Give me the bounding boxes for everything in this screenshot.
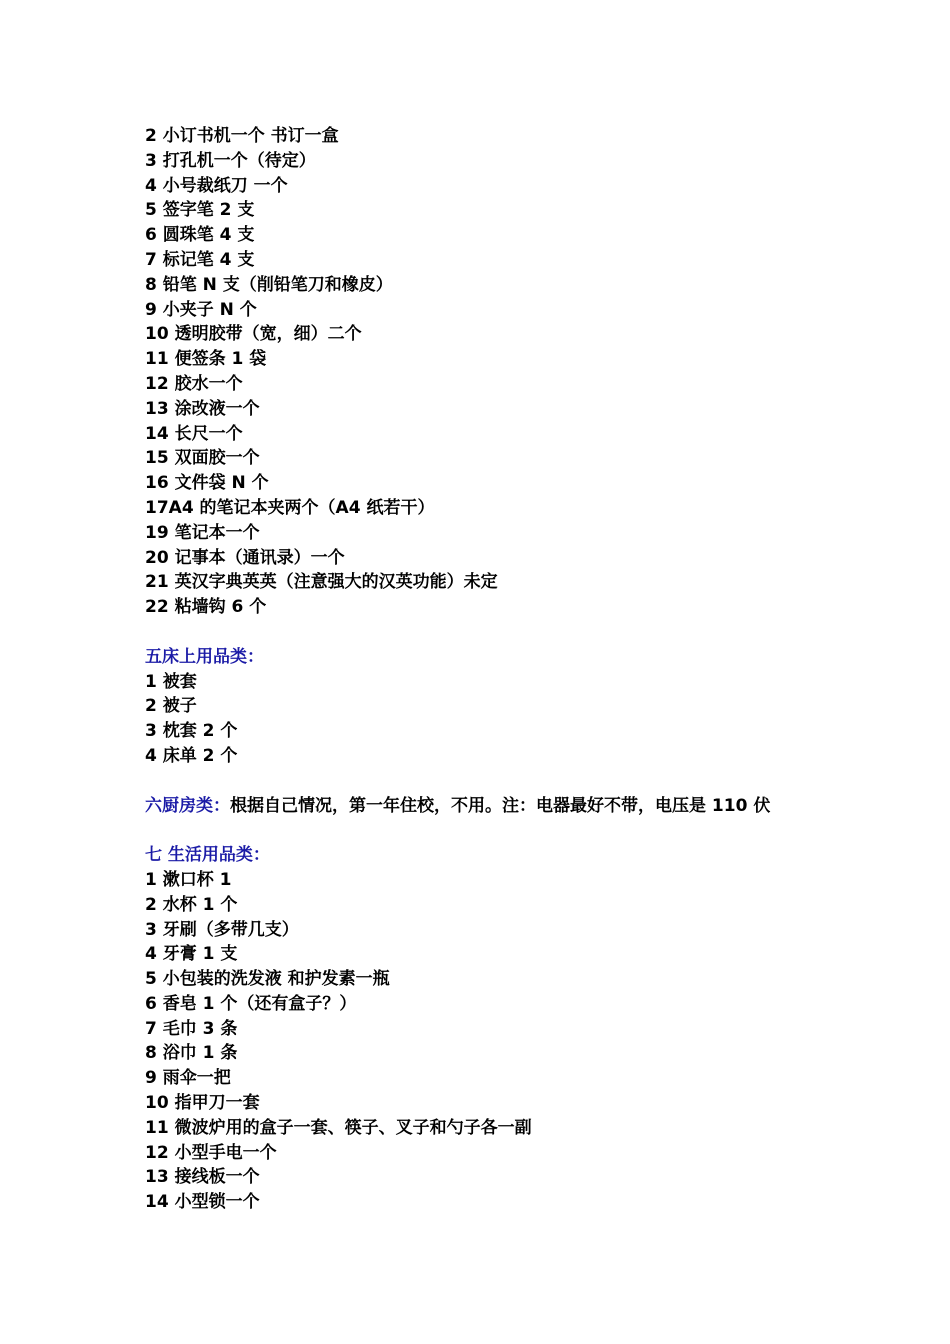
- list-item: 17A4 的笔记本夹两个（A4 纸若干）: [145, 497, 435, 518]
- list-item: 5 签字笔 2 支: [145, 200, 255, 221]
- list-item: 11 便签条 1 袋: [145, 349, 267, 370]
- list-item: 12 胶水一个: [145, 373, 243, 394]
- list-item: 7 毛巾 3 条: [145, 1018, 238, 1039]
- daily-section: [145, 843, 905, 1215]
- list-item: 10 透明胶带（宽，细）二个: [145, 324, 362, 345]
- section-heading-bed: 五床上用品类：: [145, 646, 264, 667]
- list-item: 21 英汉字典英英（注意强大的汉英功能）未定: [145, 572, 498, 593]
- list-item: 12 小型手电一个: [145, 1142, 277, 1163]
- document-content: [145, 124, 905, 1215]
- list-item: 8 铅笔 N 支（削铅笔刀和橡皮）: [145, 274, 393, 295]
- list-item: 19 笔记本一个: [145, 522, 260, 543]
- list-item: 16 文件袋 N 个: [145, 473, 269, 494]
- list-item: 8 浴巾 1 条: [145, 1043, 238, 1064]
- kitchen-line: [145, 794, 905, 819]
- list-item: 14 长尺一个: [145, 423, 243, 444]
- section-heading-daily: 七 生活用品类：: [145, 845, 270, 866]
- list-item: 1 被套: [145, 671, 197, 692]
- list-item: 3 枕套 2 个: [145, 721, 238, 742]
- bed-section: [145, 645, 905, 769]
- kitchen-note: 根据自己情况，第一年住校，不用。注：电器最好不带，电压是 110 伏: [230, 795, 771, 816]
- list-item: 20 记事本（通讯录）一个: [145, 547, 345, 568]
- list-item: 2 水杯 1 个: [145, 894, 238, 915]
- list-item: 2 小订书机一个 书订一盒: [145, 126, 339, 146]
- list-item: 13 接线板一个: [145, 1167, 260, 1188]
- list-item: 15 双面胶一个: [145, 448, 260, 469]
- list-item: 6 香皂 1 个（还有盒子？）: [145, 993, 357, 1014]
- list-item: 3 打孔机一个（待定）: [145, 150, 316, 171]
- list-item: 2 被子: [145, 696, 197, 717]
- list-item: 7 标记笔 4 支: [145, 249, 255, 270]
- list-item: 4 床单 2 个: [145, 745, 238, 766]
- list-item: 1 漱口杯 1: [145, 869, 232, 890]
- list-item: 4 牙膏 1 支: [145, 944, 238, 965]
- list-item: 5 小包装的洗发液 和护发素一瓶: [145, 969, 390, 990]
- list-item: 9 小夹子 N 个: [145, 299, 257, 320]
- list-item: 6 圆珠笔 4 支: [145, 225, 255, 246]
- section-spacer: [145, 620, 905, 645]
- kitchen-section: [145, 794, 905, 819]
- section-spacer: [145, 769, 905, 794]
- list-item: 13 涂改液一个: [145, 398, 260, 419]
- section-heading-kitchen: 六厨房类：: [145, 795, 230, 816]
- list-item: 11 微波炉用的盒子一套、筷子、叉子和勺子各一副: [145, 1117, 532, 1138]
- list-item: 3 牙刷（多带几支）: [145, 919, 299, 940]
- list-item: 22 粘墙钩 6 个: [145, 597, 267, 618]
- list-item: 4 小号裁纸刀 一个: [145, 175, 288, 196]
- office-items-list: [145, 124, 905, 620]
- list-item: 10 指甲刀一套: [145, 1093, 260, 1114]
- list-item: 14 小型锁一个: [145, 1192, 260, 1213]
- list-item: 9 雨伞一把: [145, 1068, 231, 1089]
- section-spacer: [145, 818, 905, 843]
